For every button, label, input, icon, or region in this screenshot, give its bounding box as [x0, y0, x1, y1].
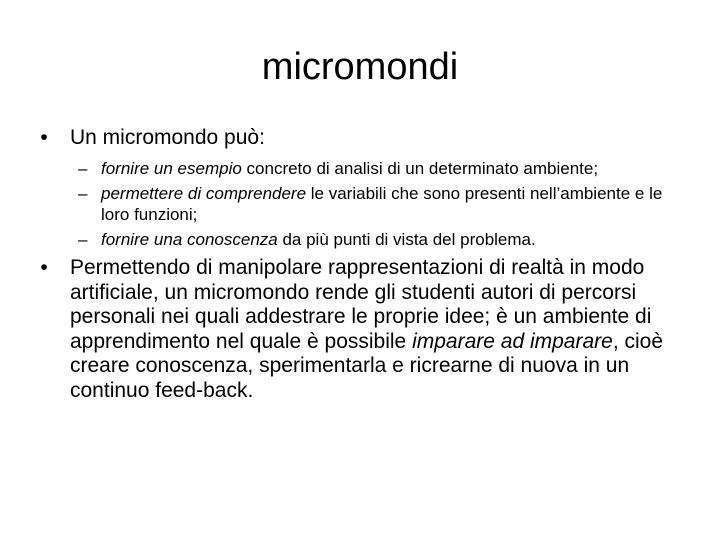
bullet-italic: imparare ad imparare [412, 329, 613, 353]
sub-bullet-italic: fornire una conoscenza [101, 230, 278, 249]
sub-bullet-text: concreto di analisi di un determinato ambiente; [241, 159, 599, 178]
bullet-icon: • [40, 126, 48, 149]
sub-bullet-list [78, 158, 694, 250]
bullet-text: Permettendo di manipolare rappresentazioni di realtà in modo artificiale, un micromondo rende gli studenti autori di percorsi personali nei quali addestrare le proprie idee; è un ambiente di apprendimento nel quale è possibile [70, 256, 652, 353]
bullet-item [34, 124, 694, 152]
bullet-item [34, 256, 694, 403]
dash-icon: – [78, 159, 88, 178]
sub-bullet-item [78, 183, 694, 225]
slide-title: micromondi [261, 46, 459, 88]
sub-bullet-italic: fornire un esempio [101, 159, 242, 178]
dash-icon: – [78, 230, 88, 249]
sub-bullet-item [78, 158, 694, 179]
bullet-text: Un micromondo può: [70, 126, 265, 149]
dash-icon: – [78, 184, 88, 203]
bullet-list [34, 124, 694, 403]
sub-bullet-item [78, 229, 694, 250]
sub-bullet-text: le variabili che sono presenti nell’ambiente e le loro funzioni; [101, 184, 663, 224]
bullet-text-end: , cioè creare conoscenza, sperimentarla e ricrearne di nuova in un continuo feed-back. [70, 329, 664, 402]
sub-bullet-text: da più punti di vista del problema. [277, 230, 536, 249]
sub-bullet-italic: permettere di comprendere [101, 184, 307, 203]
bullet-icon: • [40, 256, 48, 279]
